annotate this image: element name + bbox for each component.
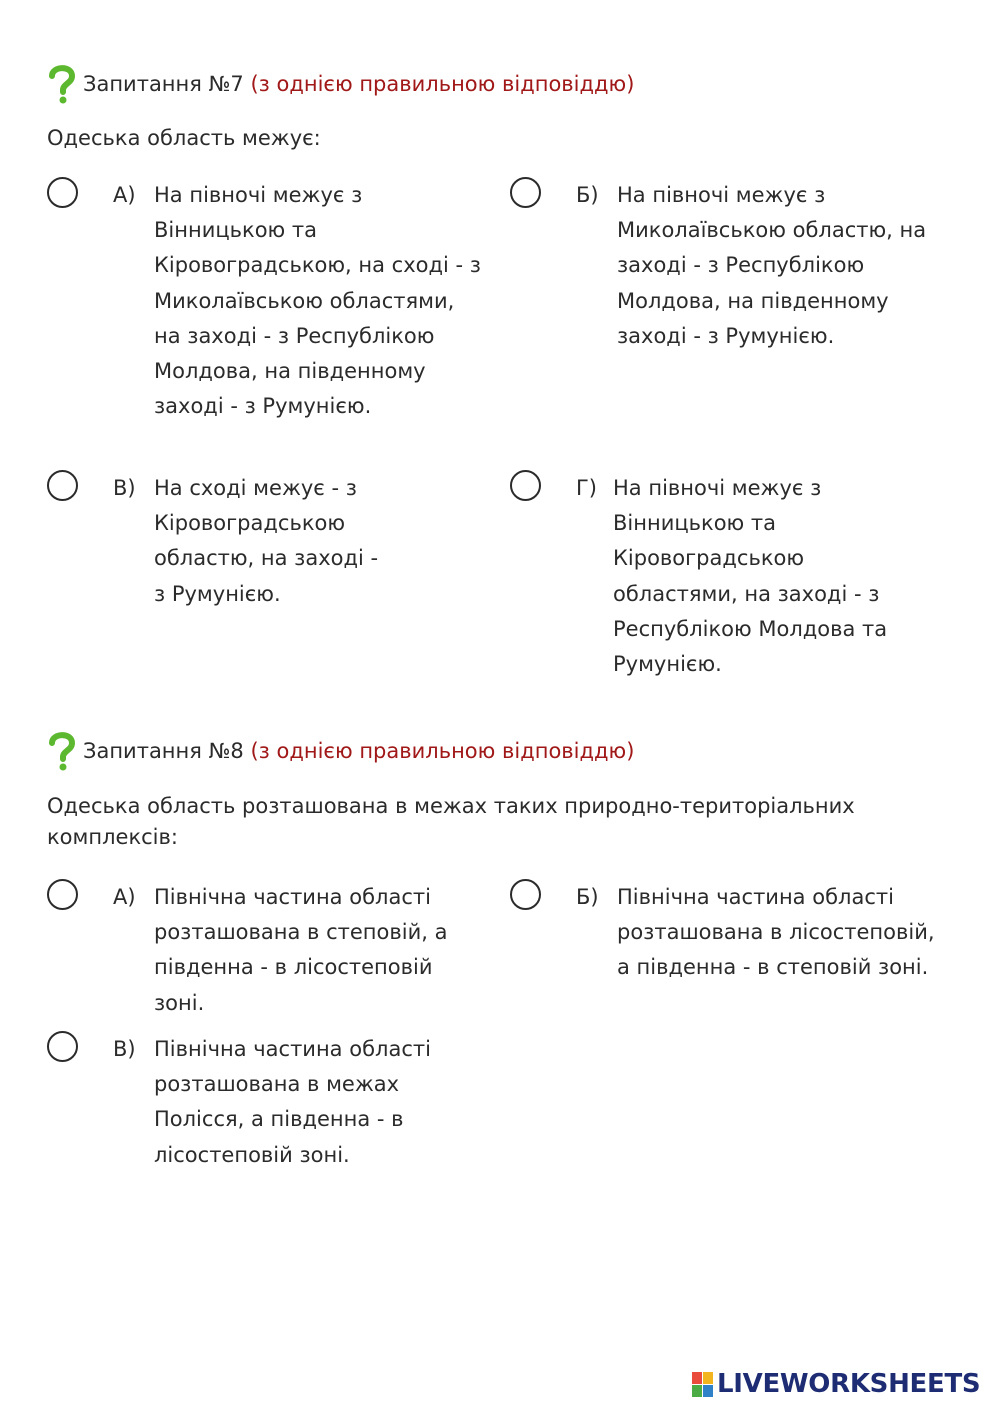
option-text: На півночі межує з Миколаївською областю, на заході - з Республікою Молдова, на південному заході - з Румунією. [617, 183, 927, 348]
question-title: Запитання №8 (з однією правильною відповіддю) [83, 739, 635, 763]
radio-button[interactable] [47, 470, 78, 501]
option-letter: Б) [576, 885, 599, 909]
radio-button[interactable] [510, 879, 541, 910]
radio-button[interactable] [510, 177, 541, 208]
radio-button[interactable] [47, 177, 78, 208]
radio-button[interactable] [47, 879, 78, 910]
option-text: Північна частина області розташована в лісостеповій, а південна - в степовій зоні. [617, 885, 935, 980]
question-8-header [47, 731, 634, 771]
question-8-text: Одеська область розташована в межах таких природно-територіальних комплексів: [47, 794, 855, 849]
option-text: Північна частина області розташована в межах Полісся, а південна - в лісостеповій зоні. [154, 1037, 431, 1167]
radio-button[interactable] [47, 1031, 78, 1062]
question-title: Запитання №7 (з однією правильною відповіддю) [83, 72, 635, 96]
question-7-header [47, 64, 634, 104]
option-letter: Г) [576, 476, 597, 500]
question-mark-icon [47, 64, 77, 104]
option-text: На сході межує - з Кіровоградською областю, на заході - з Румунією. [154, 476, 379, 606]
option-text: На півночі межує з Вінницькою та Кіровоградською областями, на заході - з Республікою Молдова та Румунією. [613, 476, 888, 677]
option-letter: А) [113, 183, 136, 207]
option-letter: В) [113, 1037, 136, 1061]
option-letter: А) [113, 885, 136, 909]
option-text: Північна частина області розташована в степовій, а південна - в лісостеповій зоні. [154, 885, 448, 1015]
option-letter: Б) [576, 183, 599, 207]
question-mark-icon [47, 731, 77, 771]
radio-button[interactable] [510, 470, 541, 501]
liveworksheets-logo-icon [692, 1372, 714, 1397]
question-note: (з однією правильною відповіддю) [250, 739, 635, 763]
question-note: (з однією правильною відповіддю) [250, 72, 635, 96]
question-7-text: Одеська область межує: [47, 126, 321, 150]
option-text: На півночі межує з Вінницькою та Кіровоградською, на сході - з Миколаївською областями, на заході - з Республікою Молдова, на південному заході - з Румунією. [154, 183, 481, 419]
option-letter: В) [113, 476, 136, 500]
brand-name: LIVEWORKSHEETS [717, 1369, 981, 1399]
liveworksheets-logo [692, 1369, 980, 1399]
